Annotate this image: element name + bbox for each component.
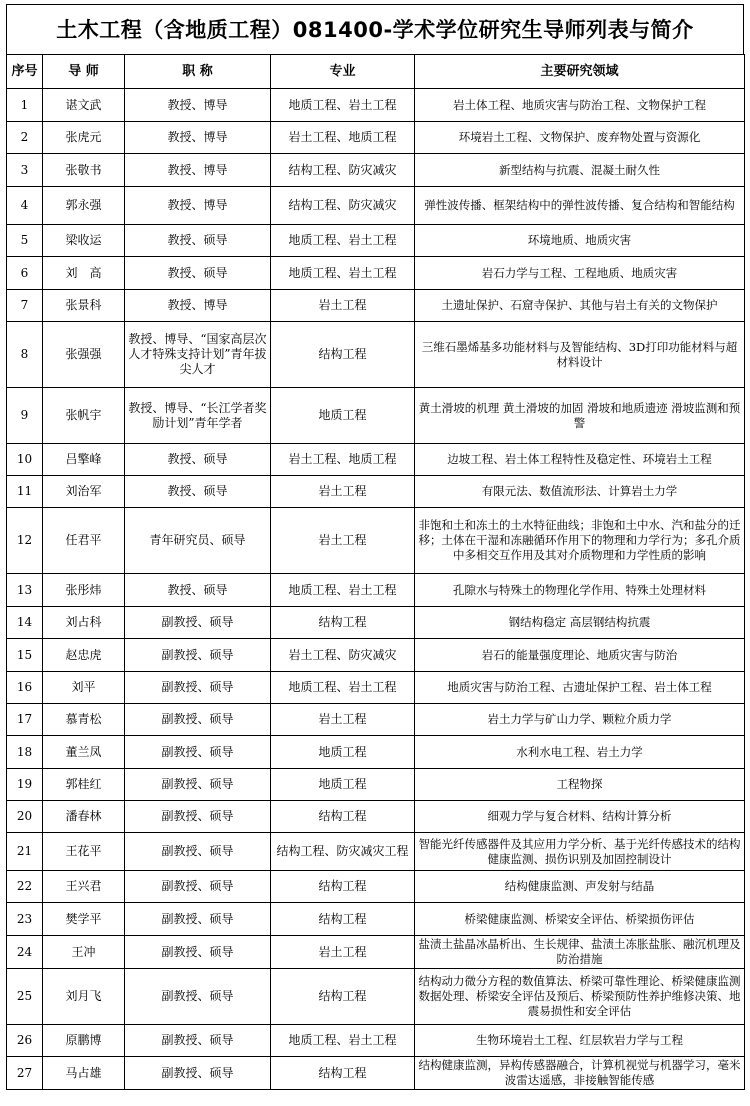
table-row (7, 1057, 745, 1090)
cell-field: 水利水电工程、岩土力学 (415, 736, 745, 769)
cell-major: 结构工程 (271, 903, 415, 936)
cell-rank: 教授、硕导 (125, 574, 271, 607)
cell-name: 张敬书 (43, 154, 125, 187)
cell-name: 马占雄 (43, 1057, 125, 1090)
table-row (7, 476, 745, 508)
cell-name: 刘占科 (43, 607, 125, 639)
cell-major: 结构工程 (271, 871, 415, 903)
table-row (7, 801, 745, 833)
cell-name: 刘治军 (43, 476, 125, 508)
cell-no: 23 (7, 903, 43, 936)
cell-name: 张彤炜 (43, 574, 125, 607)
cell-field: 环境地质、地质灾害 (415, 225, 745, 257)
table-body (7, 89, 745, 1090)
cell-major: 地质工程、岩土工程 (271, 672, 415, 704)
cell-rank: 副教授、硕导 (125, 833, 271, 871)
table-row (7, 639, 745, 672)
table-row (7, 903, 745, 936)
header-major: 专业 (271, 55, 415, 89)
cell-field: 边坡工程、岩土体工程特性及稳定性、环境岩土工程 (415, 444, 745, 476)
table-row (7, 607, 745, 639)
cell-name: 郭永强 (43, 187, 125, 225)
table-row (7, 769, 745, 801)
cell-name: 慕青松 (43, 704, 125, 736)
cell-field: 岩石力学与工程、工程地质、地质灾害 (415, 257, 745, 290)
cell-rank: 副教授、硕导 (125, 736, 271, 769)
cell-rank: 副教授、硕导 (125, 936, 271, 969)
cell-no: 1 (7, 89, 43, 122)
cell-no: 21 (7, 833, 43, 871)
cell-major: 岩土工程、地质工程 (271, 122, 415, 154)
cell-no: 27 (7, 1057, 43, 1090)
table-row (7, 444, 745, 476)
cell-name: 董兰凤 (43, 736, 125, 769)
table-row (7, 154, 745, 187)
cell-major: 地质工程 (271, 736, 415, 769)
cell-no: 9 (7, 388, 43, 444)
cell-rank: 教授、博导 (125, 290, 271, 322)
cell-field: 地质灾害与防治工程、古遗址保护工程、岩土体工程 (415, 672, 745, 704)
cell-no: 17 (7, 704, 43, 736)
cell-major: 岩土工程 (271, 936, 415, 969)
cell-name: 樊学平 (43, 903, 125, 936)
cell-major: 岩土工程 (271, 290, 415, 322)
cell-name: 张虎元 (43, 122, 125, 154)
cell-name: 吕擎峰 (43, 444, 125, 476)
cell-field: 新型结构与抗震、混凝土耐久性 (415, 154, 745, 187)
document-page (0, 4, 750, 1106)
cell-major: 岩土工程、防灾减灾 (271, 639, 415, 672)
cell-name: 张帆宇 (43, 388, 125, 444)
table-row (7, 936, 745, 969)
cell-field: 岩土力学与矿山力学、颗粒介质力学 (415, 704, 745, 736)
cell-rank: 青年研究员、硕导 (125, 508, 271, 574)
cell-major: 岩土工程 (271, 476, 415, 508)
cell-no: 6 (7, 257, 43, 290)
cell-name: 梁收运 (43, 225, 125, 257)
cell-name: 刘 高 (43, 257, 125, 290)
cell-no: 2 (7, 122, 43, 154)
cell-no: 10 (7, 444, 43, 476)
cell-name: 刘平 (43, 672, 125, 704)
header-field: 主要研究领域 (415, 55, 745, 89)
cell-major: 结构工程 (271, 607, 415, 639)
cell-field: 环境岩土工程、文物保护、废弃物处置与资源化 (415, 122, 745, 154)
cell-no: 7 (7, 290, 43, 322)
cell-major: 地质工程、岩土工程 (271, 89, 415, 122)
cell-no: 19 (7, 769, 43, 801)
cell-no: 13 (7, 574, 43, 607)
cell-rank: 教授、博导 (125, 154, 271, 187)
cell-rank: 副教授、硕导 (125, 1025, 271, 1057)
cell-major: 结构工程 (271, 969, 415, 1025)
table-header-row (7, 55, 745, 89)
cell-field: 结构动力微分方程的数值算法、桥梁可靠性理论、桥梁健康监测数据处理、桥梁安全评估及预后、桥梁预防性养护维修决策、地震易损性和安全评估 (415, 969, 745, 1025)
header-name: 导 师 (43, 55, 125, 89)
cell-major: 结构工程 (271, 801, 415, 833)
cell-no: 4 (7, 187, 43, 225)
cell-rank: 教授、博导 (125, 187, 271, 225)
table-row (7, 574, 745, 607)
table-row (7, 736, 745, 769)
table-row (7, 871, 745, 903)
cell-no: 24 (7, 936, 43, 969)
cell-rank: 副教授、硕导 (125, 639, 271, 672)
cell-rank: 教授、博导 (125, 89, 271, 122)
cell-name: 谌文武 (43, 89, 125, 122)
cell-major: 地质工程、岩土工程 (271, 574, 415, 607)
cell-no: 3 (7, 154, 43, 187)
cell-no: 11 (7, 476, 43, 508)
cell-rank: 副教授、硕导 (125, 769, 271, 801)
table-row (7, 290, 745, 322)
cell-name: 张景科 (43, 290, 125, 322)
cell-major: 岩土工程 (271, 508, 415, 574)
table-row (7, 388, 745, 444)
cell-field: 孔隙水与特殊土的物理化学作用、特殊土处理材料 (415, 574, 745, 607)
cell-field: 岩土体工程、地质灾害与防治工程、文物保护工程 (415, 89, 745, 122)
cell-field: 结构健康监测，异构传感器融合，计算机视觉与机器学习，毫米波雷达遥感，非接触智能传感 (415, 1057, 745, 1090)
header-no: 序号 (7, 55, 43, 89)
cell-major: 地质工程 (271, 388, 415, 444)
cell-no: 18 (7, 736, 43, 769)
cell-rank: 教授、硕导 (125, 225, 271, 257)
cell-major: 结构工程、防灾减灾工程 (271, 833, 415, 871)
cell-name: 王花平 (43, 833, 125, 871)
cell-field: 桥梁健康监测、桥梁安全评估、桥梁损伤评估 (415, 903, 745, 936)
cell-field: 岩石的能量强度理论、地质灾害与防治 (415, 639, 745, 672)
cell-name: 刘月飞 (43, 969, 125, 1025)
cell-major: 结构工程、防灾减灾 (271, 187, 415, 225)
cell-rank: 副教授、硕导 (125, 903, 271, 936)
table-row (7, 322, 745, 388)
cell-name: 王冲 (43, 936, 125, 969)
cell-name: 郭桂红 (43, 769, 125, 801)
cell-name: 潘春林 (43, 801, 125, 833)
cell-major: 岩土工程 (271, 704, 415, 736)
cell-rank: 副教授、硕导 (125, 607, 271, 639)
table-row (7, 89, 745, 122)
cell-major: 地质工程、岩土工程 (271, 225, 415, 257)
cell-rank: 教授、硕导 (125, 444, 271, 476)
table-row (7, 187, 745, 225)
table-row (7, 257, 745, 290)
table-row (7, 672, 745, 704)
cell-rank: 副教授、硕导 (125, 871, 271, 903)
cell-major: 结构工程 (271, 1057, 415, 1090)
cell-rank: 教授、博导、“长江学者奖励计划”青年学者 (125, 388, 271, 444)
cell-name: 原鹏博 (43, 1025, 125, 1057)
cell-no: 16 (7, 672, 43, 704)
cell-no: 22 (7, 871, 43, 903)
table-row (7, 704, 745, 736)
cell-rank: 副教授、硕导 (125, 704, 271, 736)
table-row (7, 122, 745, 154)
cell-field: 盐渍土盐晶冰晶析出、生长规律、盐渍土冻胀盐胀、融沉机理及防治措施 (415, 936, 745, 969)
cell-rank: 副教授、硕导 (125, 672, 271, 704)
cell-field: 土遗址保护、石窟寺保护、其他与岩土有关的文物保护 (415, 290, 745, 322)
cell-rank: 副教授、硕导 (125, 1057, 271, 1090)
cell-rank: 教授、硕导 (125, 257, 271, 290)
cell-field: 结构健康监测、声发射与结晶 (415, 871, 745, 903)
cell-name: 赵忠虎 (43, 639, 125, 672)
cell-no: 15 (7, 639, 43, 672)
cell-field: 钢结构稳定 高层钢结构抗震 (415, 607, 745, 639)
cell-major: 结构工程、防灾减灾 (271, 154, 415, 187)
cell-field: 非饱和土和冻土的土水特征曲线；非饱和土中水、汽和盐分的迁移；土体在干湿和冻融循环作用下的物理和力学行为；多孔介质中多相交互作用及其对介质物理和力学性质的影响 (415, 508, 745, 574)
cell-no: 26 (7, 1025, 43, 1057)
header-rank: 职 称 (125, 55, 271, 89)
cell-field: 智能光纤传感器件及其应用力学分析、基于光纤传感技术的结构健康监测、损伤识别及加固控制设计 (415, 833, 745, 871)
cell-rank: 教授、博导 (125, 122, 271, 154)
cell-field: 三维石墨烯基多功能材料与及智能结构、3D打印功能材料与超材料设计 (415, 322, 745, 388)
advisor-table (6, 54, 745, 1090)
cell-no: 14 (7, 607, 43, 639)
cell-rank: 副教授、硕导 (125, 801, 271, 833)
cell-major: 岩土工程、地质工程 (271, 444, 415, 476)
table-row (7, 969, 745, 1025)
table-row (7, 225, 745, 257)
cell-major: 地质工程、岩土工程 (271, 257, 415, 290)
cell-name: 任君平 (43, 508, 125, 574)
cell-field: 生物环境岩土工程、红层软岩力学与工程 (415, 1025, 745, 1057)
cell-no: 25 (7, 969, 43, 1025)
cell-major: 地质工程、岩土工程 (271, 1025, 415, 1057)
cell-field: 黄土滑坡的机理 黄土滑坡的加固 滑坡和地质遗迹 滑坡监测和预警 (415, 388, 745, 444)
cell-major: 结构工程 (271, 322, 415, 388)
page-title: 土木工程（含地质工程）081400-学术学位研究生导师列表与简介 (6, 4, 744, 54)
table-row (7, 1025, 745, 1057)
cell-no: 8 (7, 322, 43, 388)
cell-name: 王兴君 (43, 871, 125, 903)
cell-field: 有限元法、数值流形法、计算岩土力学 (415, 476, 745, 508)
cell-rank: 教授、硕导 (125, 476, 271, 508)
cell-field: 弹性波传播、框架结构中的弹性波传播、复合结构和智能结构 (415, 187, 745, 225)
cell-no: 20 (7, 801, 43, 833)
table-row (7, 833, 745, 871)
cell-rank: 教授、博导、“国家高层次人才特殊支持计划”青年拔尖人才 (125, 322, 271, 388)
cell-no: 5 (7, 225, 43, 257)
cell-name: 张强强 (43, 322, 125, 388)
cell-field: 工程物探 (415, 769, 745, 801)
table-row (7, 508, 745, 574)
cell-field: 细观力学与复合材料、结构计算分析 (415, 801, 745, 833)
cell-rank: 副教授、硕导 (125, 969, 271, 1025)
cell-major: 地质工程 (271, 769, 415, 801)
cell-no: 12 (7, 508, 43, 574)
